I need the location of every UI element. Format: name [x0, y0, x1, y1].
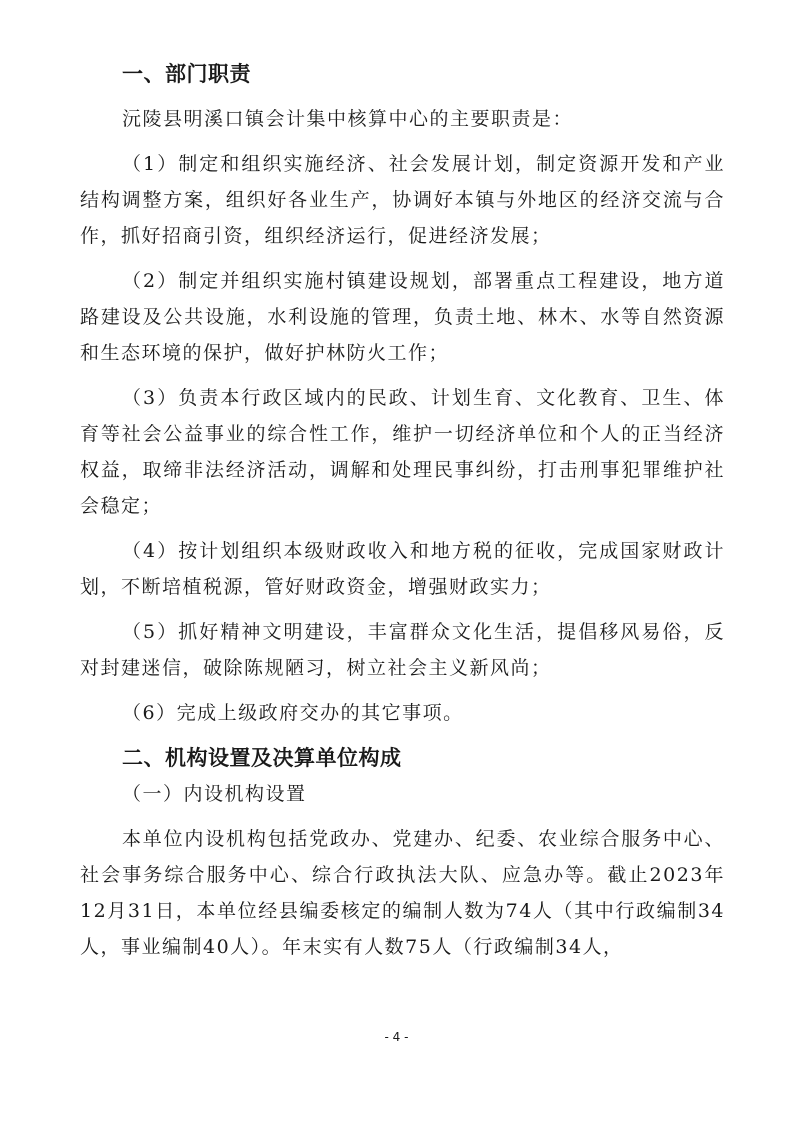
duty-item-6: （6）完成上级政府交办的其它事项。: [122, 702, 464, 724]
duty-item-4: （4）按计划组织本级财政收入和地方税的征收，完成国家财政计划，不断培植税源，管好财政资金，增强财政实力；: [80, 540, 725, 598]
section-heading-duties: 一、部门职责: [122, 62, 251, 86]
subsection-heading-internal-units: （一）内设机构设置: [122, 783, 307, 805]
page-content: [80, 56, 725, 965]
section-heading-organization: 二、机构设置及决算单位构成: [122, 746, 402, 770]
duty-item-1: （1）制定和组织实施经济、社会发展计划，制定资源开发和产业结构调整方案，组织好各业生产，协调好本镇与外地区的经济交流与合作，抓好招商引资，组织经济运行，促进经济发展；: [80, 153, 725, 247]
page-number: - 4 -: [384, 1030, 409, 1044]
duty-item-3: （3）负责本行政区域内的民政、计划生育、文化教育、卫生、体育等社会公益事业的综合性工作，维护一切经济单位和个人的正当经济权益，取缔非法经济活动，调解和处理民事纠纷，打击刑事犯罪维护社会稳定；: [80, 387, 725, 517]
organization-body: 本单位内设机构包括党政办、党建办、纪委、农业综合服务中心、社会事务综合服务中心、综合行政执法大队、应急办等。截止2023年12月31日，本单位经县编委核定的编制人数为74人（其中行政编制34人，事业编制40人）。年末实有人数75人（行政编制34人，: [80, 828, 725, 958]
duties-intro: 沅陵县明溪口镇会计集中核算中心的主要职责是：: [122, 108, 574, 130]
duty-item-2: （2）制定并组织实施村镇建设规划，部署重点工程建设，地方道路建设及公共设施，水利设施的管理，负责土地、林木、水等自然资源和生态环境的保护，做好护林防火工作；: [80, 270, 725, 364]
duty-item-5: （5）抓好精神文明建设，丰富群众文化生活，提倡移风易俗，反对封建迷信，破除陈规陋习，树立社会主义新风尚；: [80, 621, 725, 679]
